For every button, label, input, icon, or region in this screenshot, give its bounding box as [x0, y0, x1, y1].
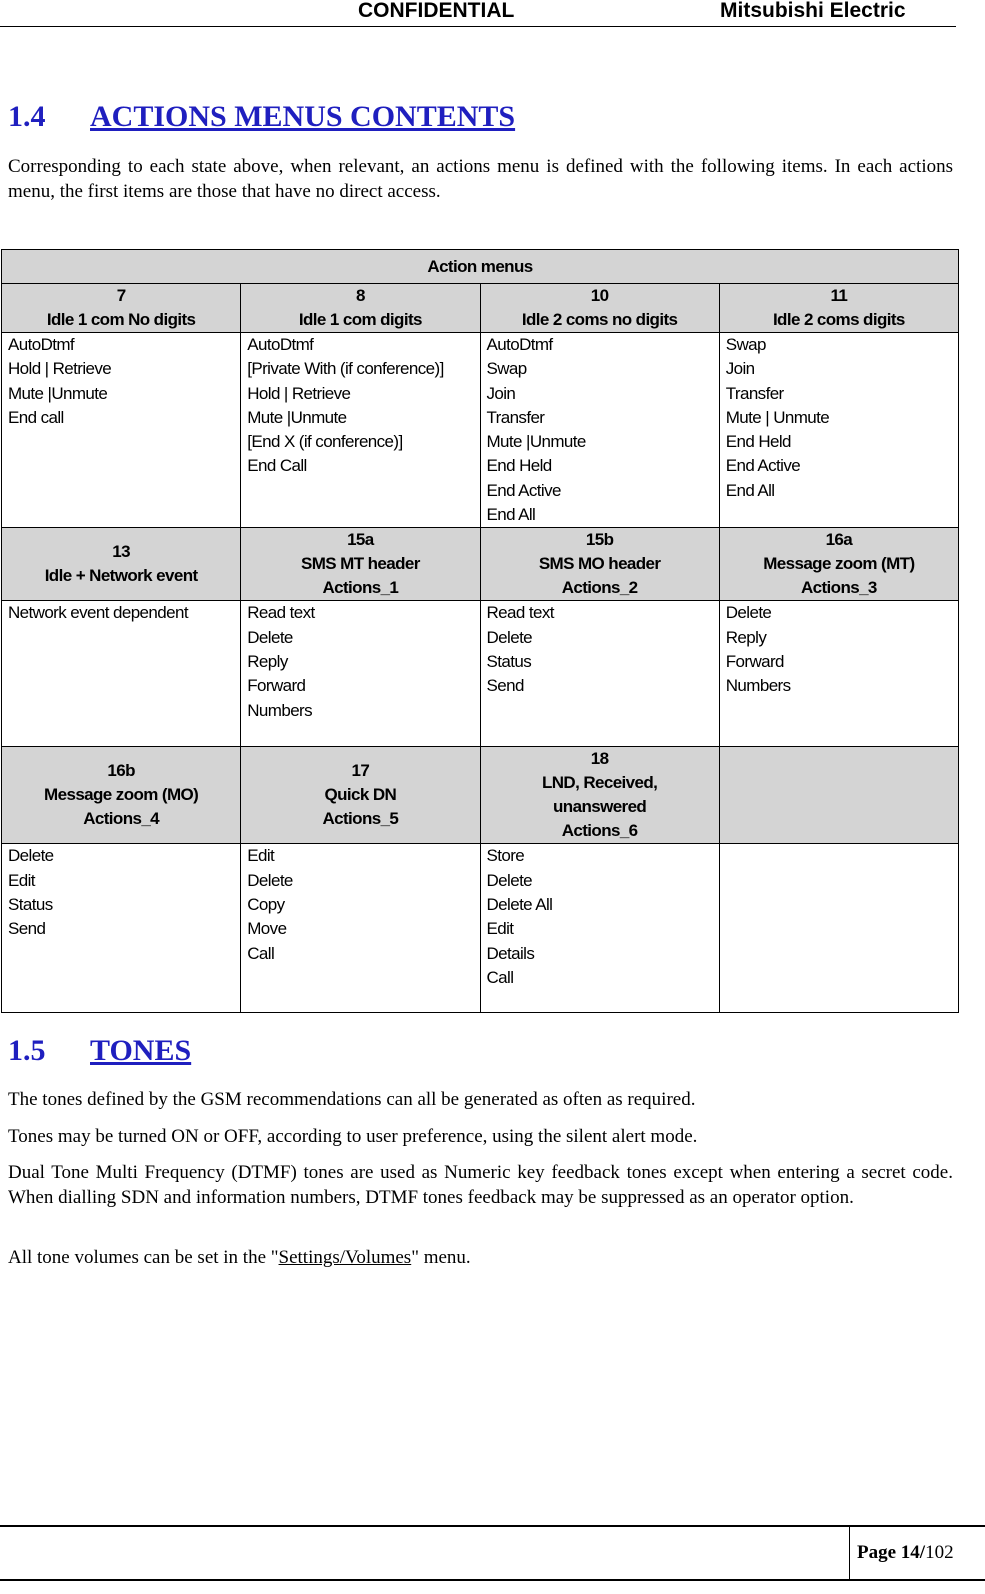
menu-header-cell [480, 747, 719, 844]
state-label: Idle + Network event [44, 566, 198, 586]
section-number: 1.5 [8, 1034, 46, 1067]
menu-items-cell [719, 333, 958, 528]
state-label: unanswered [553, 797, 647, 817]
section-heading-actions[interactable] [8, 100, 515, 134]
tones-paragraph-3: Dual Tone Multi Frequency (DTMF) tones are used as Numeric key feedback tones except when entering a secret code. When dialling SDN and information numbers, DTMF tones feedback may be suppressed as an operator option. [8, 1162, 953, 1208]
actions-intro-paragraph: Corresponding to each state above, when relevant, an actions menu is defined with the following items. In each actions menu, the first items are those that have no direct access. [8, 156, 953, 202]
menu-item: AutoDtmf [8, 335, 75, 354]
menu-header-cell [719, 747, 958, 844]
state-label: SMS MT header [300, 554, 420, 574]
menu-item: Hold | Retrieve [247, 383, 351, 403]
menu-item: Send [486, 676, 524, 696]
state-number: 8 [355, 286, 365, 305]
menu-item: Reply [247, 651, 288, 671]
tones-paragraph-4 [8, 1245, 953, 1270]
state-label: Actions_6 [561, 821, 638, 841]
menu-items-cell [2, 333, 241, 528]
menu-items-cell [480, 601, 719, 747]
menu-item: Edit [247, 846, 275, 866]
menu-item: Numbers [725, 676, 791, 696]
menu-items-cell [719, 601, 958, 747]
menu-header-cell [480, 528, 719, 601]
menu-header-cell [719, 528, 958, 601]
paragraph-text: All tone volumes can be set in the " [8, 1247, 279, 1268]
menu-item: Swap [725, 335, 766, 354]
menu-items-cell [241, 844, 480, 1013]
page-number [857, 1542, 954, 1564]
menu-items-cell [719, 844, 958, 1013]
menu-item: Join [725, 359, 755, 379]
menu-item: Call [486, 967, 514, 987]
state-label: Message zoom (MT) [763, 554, 915, 574]
menu-item: End Held [486, 456, 552, 476]
menu-item: Mute |Unmute [486, 432, 586, 452]
menu-item: Network event dependent [8, 603, 188, 623]
state-label: Actions_3 [800, 578, 877, 598]
menu-items-cell [241, 601, 480, 747]
state-label: LND, Received, [541, 773, 658, 793]
menu-header-cell [2, 747, 241, 844]
state-number: 16a [825, 530, 853, 550]
company-name: Mitsubishi Electric [720, 0, 906, 22]
menu-item: Join [486, 383, 516, 403]
confidential-label: CONFIDENTIAL [358, 0, 515, 22]
menu-items-cell [2, 601, 241, 747]
menu-items-cell [480, 333, 719, 528]
state-number: 11 [830, 286, 848, 305]
menu-item: Store [486, 846, 525, 866]
menu-item: Hold | Retrieve [8, 359, 112, 379]
page-total: 102 [925, 1542, 954, 1563]
menu-item: Numbers [247, 700, 313, 720]
menu-item: Status [8, 894, 53, 914]
menu-item: Reply [725, 627, 767, 647]
menu-item: Status [486, 651, 532, 671]
state-label: Quick DN [324, 785, 397, 805]
menu-item: Delete [8, 846, 54, 866]
menu-item: Delete [486, 627, 533, 647]
menu-item: Mute |Unmute [8, 383, 108, 403]
menu-items-cell [2, 844, 241, 1013]
section-title: TONES [90, 1034, 192, 1067]
state-number: 15a [347, 530, 374, 550]
menu-item: Send [8, 919, 46, 939]
state-label: Actions_2 [561, 578, 638, 598]
menu-item: Transfer [725, 383, 784, 403]
settings-volumes-link[interactable]: Settings/Volumes [278, 1247, 412, 1268]
menu-item: Mute |Unmute [247, 407, 347, 427]
footer-divider [849, 1527, 850, 1579]
menu-item: Copy [247, 894, 285, 914]
state-number: 16b [107, 761, 135, 781]
menu-item: End Held [725, 432, 791, 452]
state-label: Idle 1 com digits [298, 310, 422, 329]
menu-header-cell [241, 528, 480, 601]
menu-item: Mute | Unmute [725, 407, 830, 427]
state-label: SMS MO header [538, 554, 661, 574]
menu-header-cell [719, 284, 958, 333]
menu-item: Delete [725, 603, 772, 623]
menu-item: End Call [247, 456, 307, 476]
state-label: Actions_1 [322, 578, 399, 598]
menu-item: Details [486, 943, 535, 963]
menu-header-cell [241, 747, 480, 844]
section-title: ACTIONS MENUS CONTENTS [90, 100, 516, 133]
menu-items-cell [241, 333, 480, 528]
menu-item: Move [247, 919, 287, 939]
page-footer [0, 1525, 985, 1581]
tones-paragraph-2: Tones may be turned ON or OFF, according to user preference, using the silent alert mode. [8, 1126, 698, 1147]
menu-header-cell [2, 528, 241, 601]
state-number: 15b [585, 530, 614, 550]
menu-item: End Active [486, 480, 561, 500]
state-number: 18 [590, 749, 609, 769]
state-label: Message zoom (MO) [44, 785, 199, 805]
state-number: 17 [351, 761, 370, 781]
state-label: Idle 2 coms no digits [521, 310, 678, 329]
menu-header-cell [241, 284, 480, 333]
menu-item: [Private With (if conference)] [247, 359, 444, 379]
menu-item: Call [247, 943, 275, 963]
menu-item: Delete [247, 627, 293, 647]
menu-item: Edit [8, 870, 35, 890]
menu-header-cell [480, 284, 719, 333]
menu-item: [End X (if conference)] [247, 432, 403, 452]
state-label: Idle 1 com No digits [46, 310, 196, 329]
paragraph-text: " menu. [411, 1247, 471, 1268]
state-label: Actions_5 [322, 809, 399, 829]
menu-item: Edit [486, 919, 514, 939]
menu-item: Delete [486, 870, 533, 890]
menu-item: AutoDtmf [247, 335, 314, 354]
menu-item: Read text [486, 603, 554, 623]
section-number: 1.4 [8, 100, 46, 133]
menu-item: Forward [725, 651, 784, 671]
menu-item: End call [8, 407, 64, 427]
menu-item: Swap [486, 359, 527, 379]
menu-item: End All [486, 505, 536, 525]
menu-item: Read text [247, 603, 315, 623]
menu-item: Delete [247, 870, 293, 890]
menu-item: End All [725, 480, 775, 500]
state-label: Idle 2 coms digits [772, 310, 905, 329]
state-number: 13 [112, 542, 130, 562]
state-label: Actions_4 [83, 809, 160, 829]
menu-item: End Active [725, 456, 801, 476]
menu-item: Transfer [486, 407, 545, 427]
menu-item: Delete All [486, 894, 553, 914]
page-label: Page 14/ [857, 1542, 926, 1563]
action-menus-table [1, 249, 959, 1013]
section-heading-tones[interactable] [8, 1034, 191, 1068]
table-title: Action menus [2, 250, 959, 284]
tones-paragraph-1: The tones defined by the GSM recommendations can all be generated as often as required. [8, 1089, 696, 1110]
menu-header-cell [2, 284, 241, 333]
menu-item: AutoDtmf [486, 335, 553, 354]
state-number: 10 [590, 286, 609, 305]
menu-item: Forward [247, 676, 306, 696]
menu-items-cell [480, 844, 719, 1013]
page-header [0, 0, 956, 27]
state-number: 7 [116, 286, 126, 305]
